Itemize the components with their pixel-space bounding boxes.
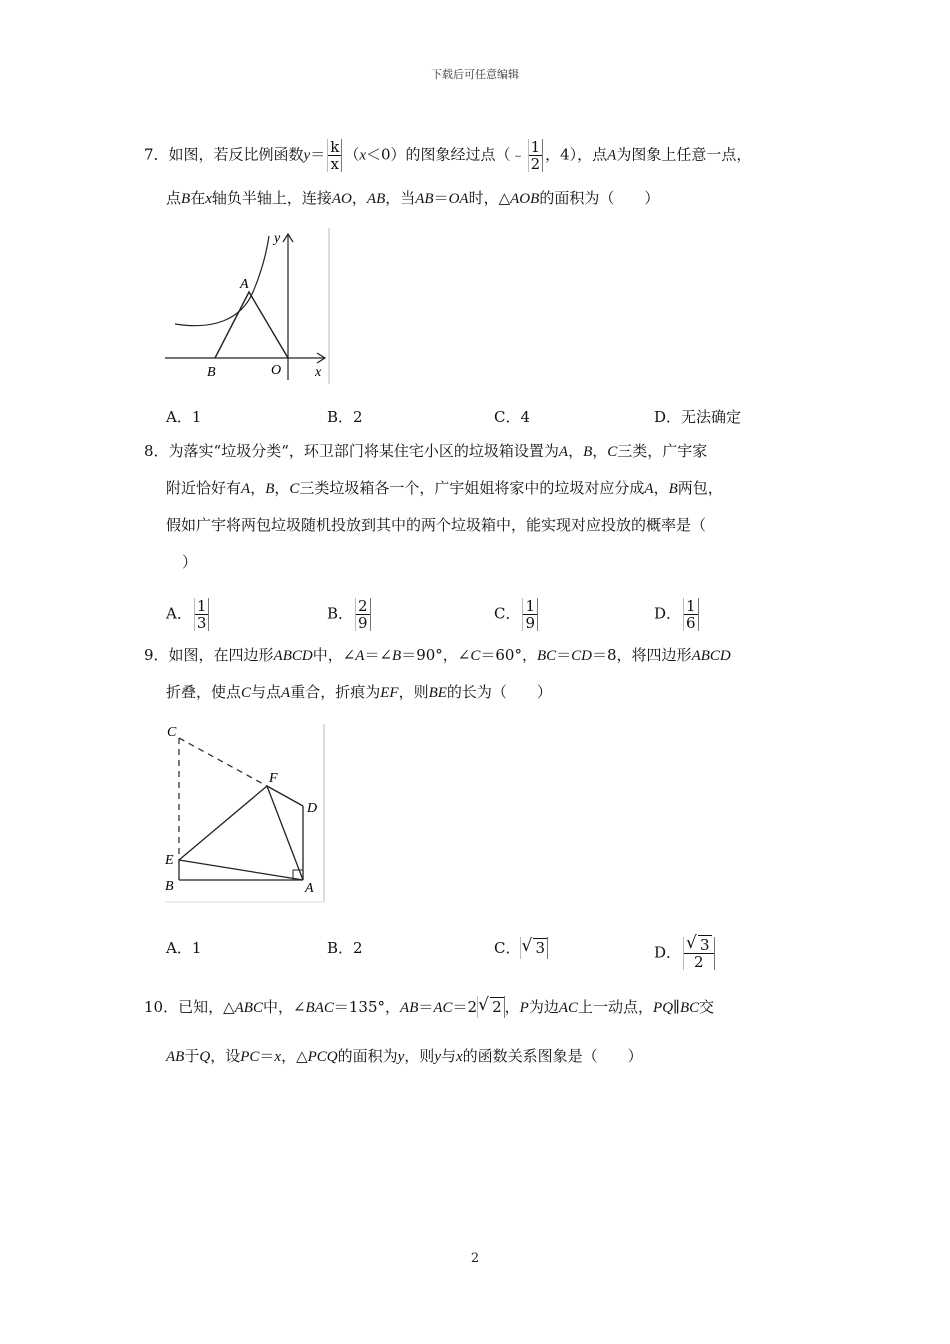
q7-figure: [163, 228, 333, 384]
sqrt-icon: √ 3: [686, 933, 710, 954]
q8-line-4: ）: [182, 553, 198, 571]
q9-fig-label-f: F: [269, 771, 278, 786]
q10-line-2: AB于Q，设PC＝x，△PCQ的面积为y，则y与x的函数关系图象是（ ）: [166, 1047, 643, 1065]
q7-option-a[interactable]: A．1: [166, 408, 202, 426]
page-number: 2: [470, 1251, 480, 1266]
q9-figure: [163, 720, 327, 904]
q8-option-b[interactable]: B． $\frac{2}{9}$: [327, 598, 373, 631]
q9-line-2: 折叠，使点C与点A重合，折痕为EF，则BE的长为（ ）: [166, 683, 552, 701]
q9-fig-label-e: E: [165, 853, 174, 868]
q7-option-b[interactable]: B．2: [327, 408, 363, 426]
q8-line-1: 8．为落实“垃圾分类“，环卫部门将某住宅小区的垃圾箱设置为A，B，C三类，广宇家: [144, 442, 708, 460]
q8-option-d[interactable]: D． $\frac{1}{6}$: [654, 598, 701, 631]
q9-fig-label-b: B: [165, 879, 174, 894]
q8-line-3: 假如广宇将两包垃圾随机投放到其中的两个垃圾箱中，能实现对应投放的概率是（: [166, 516, 707, 534]
q7-fig-label-o: O: [271, 363, 282, 378]
page-header: 下载后可任意编辑: [431, 68, 519, 81]
q9-fig-label-c: C: [167, 725, 177, 740]
q9-option-b[interactable]: B．2: [327, 939, 363, 957]
q9-fig-label-a: A: [305, 881, 314, 896]
q7-fig-label-b: B: [207, 365, 216, 380]
q8-line-2: 附近恰好有A，B，C三类垃圾箱各一个，广宇姐姐将家中的垃圾对应分成A，B两包，: [166, 479, 723, 497]
q9-fig-label-d: D: [307, 801, 318, 816]
q7-line-1: 7．如图，若反比例函数y＝ $\frac{k}{x}$ （x＜0）的图象经过点（﹣ $\frac{1}{2}$ ，4），点A为图象上任意一点，: [144, 138, 752, 173]
q7-option-c[interactable]: C．4: [494, 408, 531, 426]
q9-option-c[interactable]: C． √ 3: [494, 937, 548, 959]
sqrt-icon: √ 3: [520, 937, 548, 959]
q7-option-d[interactable]: D．无法确定: [654, 408, 742, 426]
q7-fig-label-y: y: [274, 231, 281, 246]
q9-line-1: 9．如图，在四边形ABCD中，∠A＝∠B＝90°，∠C＝60°，BC＝CD＝8，将四边形ABCD: [144, 646, 731, 664]
q7-fraction-k-over-x: $\frac{k}{x}$: [327, 139, 342, 172]
q8-option-c[interactable]: C． $\frac{1}{9}$: [494, 598, 540, 631]
q7-fig-label-x: x: [315, 365, 322, 380]
q8-option-a[interactable]: A． $\frac{1}{3}$: [166, 598, 211, 631]
q9-option-a[interactable]: A．1: [166, 939, 202, 957]
q9-option-d[interactable]: D． √ 3 2: [654, 937, 717, 970]
q7-line-2: 点B在x轴负半轴上，连接AO，AB，当AB＝OA时，△AOB的面积为（ ）: [166, 189, 660, 207]
q7-fraction-half: $\frac{1}{2}$: [528, 139, 544, 172]
q7-fig-label-a: A: [240, 277, 249, 292]
q10-line-1: 10．已知，△ABC中，∠BAC＝135°，AB＝AC＝2 √ 2 ，P为边AC上一动点，PQ∥BC交: [144, 995, 715, 1016]
sqrt-icon: √ 2: [477, 996, 505, 1018]
